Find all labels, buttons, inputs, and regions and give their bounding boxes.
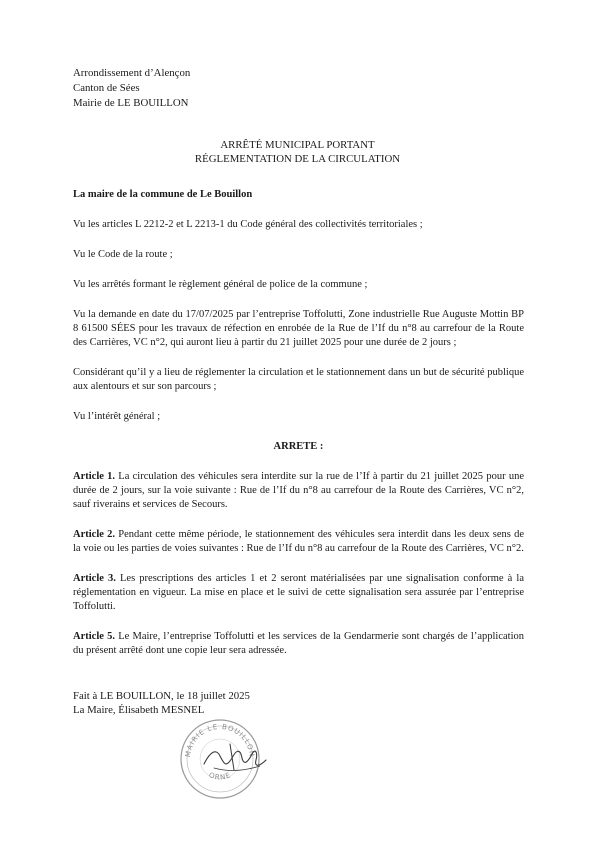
- arrete-heading: ARRETE :: [273, 441, 324, 452]
- article-paragraph: [73, 528, 524, 556]
- article-label: Article 2.: [73, 529, 116, 540]
- article-text: Pendant cette même période, le stationnement des véhicules sera interdit dans les deux sens de la voie ou les parties de voies suivantes : Rue de l’If du n°8 au carrefour de la Route des Carrières, VC n°2.: [73, 529, 524, 554]
- handwritten-signature: [200, 738, 270, 778]
- place-and-date: Fait à LE BOUILLON, le 18 juillet 2025: [73, 690, 250, 702]
- article-paragraph: [73, 572, 524, 614]
- article-paragraph: [73, 470, 524, 512]
- article-text: Les prescriptions des articles 1 et 2 seront matérialisées par une signalisation conforme à la réglementation en vigueur. La mise en place et le suivi de cette signalisation sera assurée par l’entreprise Toffolutti.: [73, 573, 524, 612]
- sender-arrondissement: Arrondissement d’Alençon: [73, 67, 191, 79]
- sender-block: [73, 66, 190, 111]
- stamp-bottom-text: ORNE: [207, 771, 233, 782]
- article-text: La circulation des véhicules sera interdite sur la rue de l’If à partir du 21 juillet 2025 pour une durée de 2 jours, sur la voie suivante : Rue de l’If du n°8 au carrefour de la Route des Carrières, VC n°2, sauf riverains et services de Secours.: [73, 471, 524, 510]
- document-body: [73, 188, 524, 674]
- stamp-top-text: MAIRIE LE BOUILLON: [183, 722, 257, 758]
- article-text: Le Maire, l’entreprise Toffolutti et les services de la Gendarmerie sont chargés de l’application du présent arrêté dont une copie leur sera adressée.: [73, 631, 524, 656]
- closing-block: [73, 689, 250, 717]
- title-line-2: RÉGLEMENTATION DE LA CIRCULATION: [194, 153, 401, 165]
- visa-paragraph: Vu la demande en date du 17/07/2025 par l’entreprise Toffolutti, Zone industrielle Rue Auguste Mottin BP 8 61500 SÉES pour les travaux de réfection en enrobée de la Rue de l’If du n°8 au carrefour de la Route des Carrières, VC n°2, qui auront lieu à partir du 21 juillet 2025 pour une durée de 2 jours ;: [73, 309, 524, 348]
- article-paragraph: [73, 630, 524, 658]
- intro-heading: La maire de la commune de Le Bouillon: [73, 189, 253, 200]
- sender-mairie: Mairie de LE BOUILLON: [73, 97, 189, 109]
- considerant-paragraph: Considérant qu’il y a lieu de réglementer la circulation et le stationnement dans un but de sécurité publique aux alentours et sur son parcours ;: [73, 367, 524, 392]
- title-line-1: ARRÊTÉ MUNICIPAL PORTANT: [220, 139, 375, 151]
- signatory-name: La Maire, Élisabeth MESNEL: [73, 704, 205, 716]
- sender-canton: Canton de Sées: [73, 82, 140, 94]
- article-label: Article 1.: [73, 471, 116, 482]
- visa-paragraph: Vu le Code de la route ;: [73, 249, 173, 260]
- article-label: Article 5.: [73, 631, 115, 642]
- document-title: [0, 138, 595, 166]
- visa-paragraph: Vu les arrêtés formant le règlement général de police de la commune ;: [73, 279, 368, 290]
- visa-paragraph: Vu l’intérêt général ;: [73, 411, 161, 422]
- visa-paragraph: Vu les articles L 2212-2 et L 2213-1 du Code général des collectivités territoriales ;: [73, 219, 423, 230]
- article-label: Article 3.: [73, 573, 116, 584]
